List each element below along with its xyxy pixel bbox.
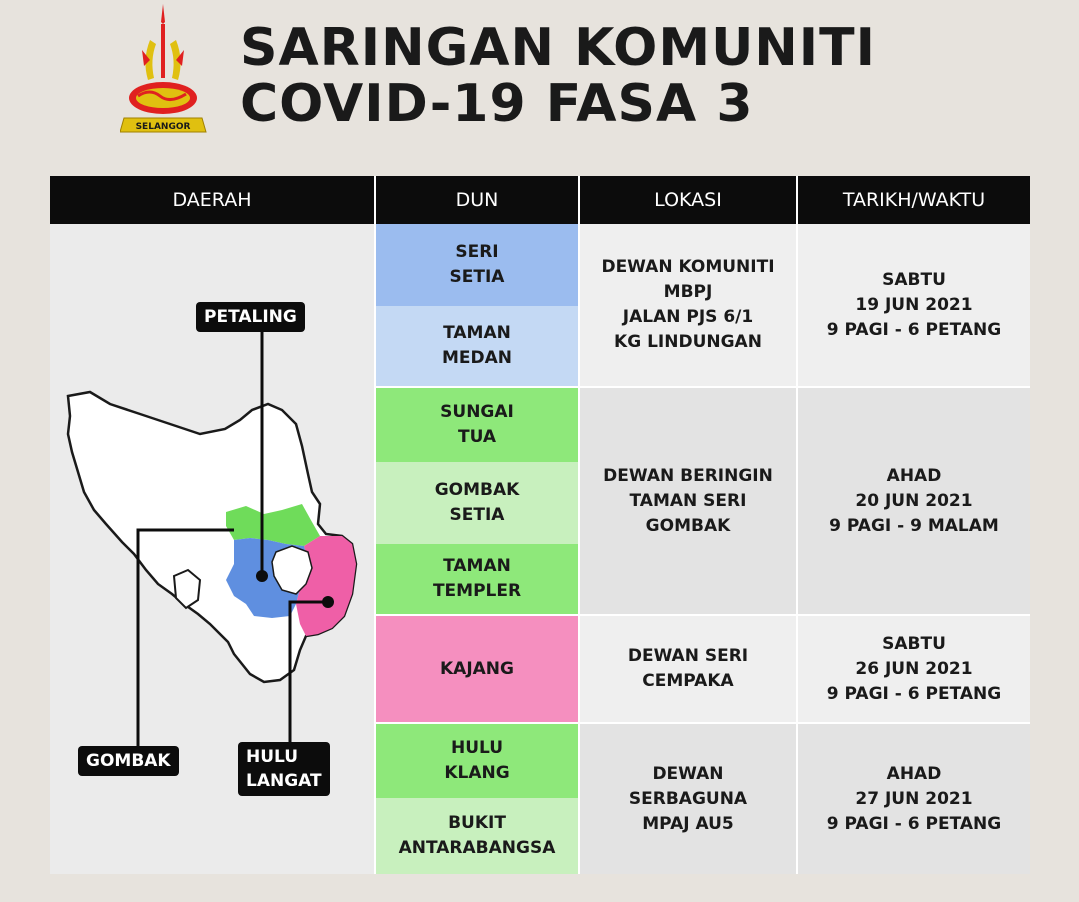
page-title — [240, 20, 876, 132]
dun-hulu-klang: HULU KLANG — [376, 724, 578, 798]
dun-taman-templer: TAMAN TEMPLER — [376, 544, 578, 614]
lokasi-group-2: DEWAN BERINGIN TAMAN SERI GOMBAK — [580, 388, 796, 614]
dun-taman-medan: TAMAN MEDAN — [376, 306, 578, 386]
map-label-gombak: GOMBAK — [78, 746, 179, 776]
logo-text: SELANGOR — [135, 122, 191, 132]
dun-seri-setia: SERI SETIA — [376, 224, 578, 306]
selangor-crest-logo — [120, 0, 220, 140]
tarikh-group-1: SABTU 19 JUN 2021 9 PAGI - 6 PETANG — [798, 224, 1030, 386]
lokasi-group-3: DEWAN SERI CEMPAKA — [580, 616, 796, 722]
daerah-map-panel — [50, 224, 374, 874]
header-dun: DUN — [376, 176, 578, 224]
column-divider — [578, 176, 580, 874]
schedule-table — [50, 176, 1030, 874]
map-label-petaling: PETALING — [196, 302, 305, 332]
dun-gombak-setia: GOMBAK SETIA — [376, 462, 578, 544]
tarikh-group-3: SABTU 26 JUN 2021 9 PAGI - 6 PETANG — [798, 616, 1030, 722]
row-divider — [376, 722, 1030, 724]
column-divider — [374, 176, 376, 874]
title-line-2: COVID-19 FASA 3 — [240, 74, 754, 134]
lokasi-group-1: DEWAN KOMUNITI MBPJ JALAN PJS 6/1 KG LINDUNGAN — [580, 224, 796, 386]
tarikh-group-2: AHAD 20 JUN 2021 9 PAGI - 9 MALAM — [798, 388, 1030, 614]
lokasi-group-4: DEWAN SERBAGUNA MPAJ AU5 — [580, 724, 796, 874]
row-divider — [376, 386, 1030, 388]
map-label-hulu-langat: HULU LANGAT — [238, 742, 330, 796]
header-tarikh-waktu: TARIKH/WAKTU — [798, 176, 1030, 224]
title-line-1: SARINGAN KOMUNITI — [240, 18, 876, 78]
header-daerah: DAERAH — [50, 176, 374, 224]
column-divider — [796, 176, 798, 874]
row-divider — [376, 614, 1030, 616]
dun-kajang: KAJANG — [376, 616, 578, 722]
header-lokasi: LOKASI — [580, 176, 796, 224]
dun-bukit-antarabangsa: BUKIT ANTARABANGSA — [376, 798, 578, 874]
tarikh-group-4: AHAD 27 JUN 2021 9 PAGI - 6 PETANG — [798, 724, 1030, 874]
dun-sungai-tua: SUNGAI TUA — [376, 388, 578, 462]
